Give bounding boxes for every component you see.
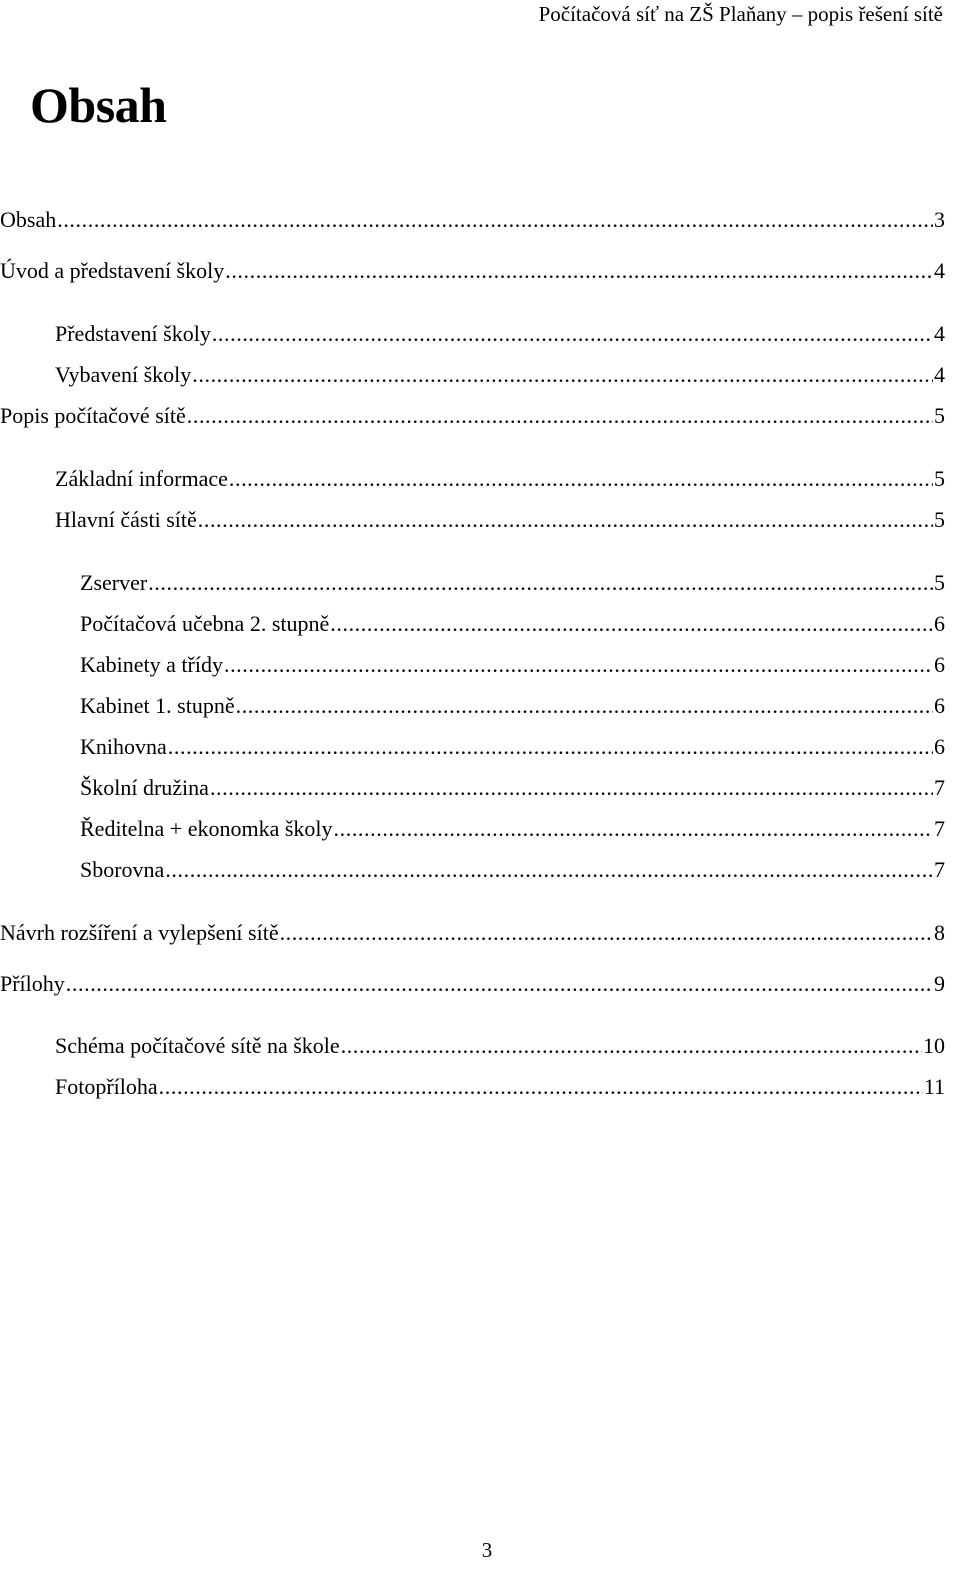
toc-leader-dots	[210, 772, 933, 804]
toc-leader-dots	[57, 204, 933, 236]
toc-entry-hlavni-casti[interactable]	[55, 504, 945, 536]
toc-entry-zserver[interactable]	[80, 567, 945, 599]
toc-entry-title: Ředitelna + ekonomka školy	[80, 816, 333, 841]
toc-entry-title: Kabinety a třídy	[80, 652, 223, 677]
toc-entry-uvod[interactable]	[0, 255, 945, 287]
toc-leader-dots	[280, 917, 933, 949]
toc-entry-title: Obsah	[0, 207, 57, 232]
page-number: 3	[481, 1538, 493, 1562]
toc-entry-title: Školní družina	[80, 775, 209, 800]
toc-entry-title: Popis počítačové sítě	[0, 403, 186, 428]
toc-entry-title: Sborovna	[80, 857, 165, 882]
toc-entry-page: 9	[934, 971, 945, 996]
toc-entry-title: Schéma počítačové sítě na škole	[55, 1033, 340, 1058]
toc-leader-dots	[148, 567, 933, 599]
toc-entry-title: Hlavní části sítě	[55, 507, 197, 532]
toc-entry-page: 4	[934, 321, 945, 346]
toc-leader-dots	[168, 731, 933, 763]
toc-leader-dots	[212, 318, 933, 350]
toc-leader-dots	[198, 504, 933, 536]
toc-entry-page: 4	[934, 258, 945, 283]
toc-entry-popis-site[interactable]	[0, 400, 945, 432]
toc-leader-dots	[330, 608, 933, 640]
toc-entry-page: 8	[934, 920, 945, 945]
toc-entry-kabinet[interactable]	[80, 690, 945, 722]
toc-entry-title: Zserver	[80, 570, 148, 595]
toc-entry-page: 7	[934, 816, 945, 841]
toc-leader-dots	[236, 690, 933, 722]
toc-entry-druzina[interactable]	[80, 772, 945, 804]
toc-entry-page: 3	[934, 207, 945, 232]
running-header: Počítačová síť na ZŠ Plaňany – popis řešení sítě	[538, 2, 943, 26]
toc-entry-title: Vybavení školy	[55, 362, 192, 387]
toc-leader-dots	[225, 255, 933, 287]
toc-entry-fotopriloha[interactable]	[55, 1071, 945, 1103]
toc-leader-dots	[187, 400, 933, 432]
toc-leader-dots	[159, 1071, 923, 1103]
toc-entry-page: 11	[923, 1074, 945, 1099]
toc-entry-vybaveni-skoly[interactable]	[55, 359, 945, 391]
toc-leader-dots	[66, 968, 933, 1000]
toc-entry-predstaveni-skoly[interactable]	[55, 318, 945, 350]
toc-leader-dots	[165, 854, 933, 886]
toc-entry-page: 6	[934, 693, 945, 718]
toc-entry-prilohy[interactable]	[0, 968, 945, 1000]
toc-entry-page: 10	[923, 1033, 945, 1058]
toc-entry-page: 5	[934, 507, 945, 532]
toc-entry-reditelna[interactable]	[80, 813, 945, 845]
toc-entry-knihovna[interactable]	[80, 731, 945, 763]
toc-leader-dots	[192, 359, 933, 391]
toc-entry-title: Knihovna	[80, 734, 167, 759]
toc-entry-obsah[interactable]	[0, 204, 945, 236]
toc-leader-dots	[229, 463, 933, 495]
toc-entry-title: Fotopříloha	[55, 1074, 158, 1099]
toc-entry-page: 6	[934, 652, 945, 677]
toc-entry-page: 5	[934, 466, 945, 491]
toc-entry-title: Základní informace	[55, 466, 228, 491]
toc-entry-title: Počítačová učebna 2. stupně	[80, 611, 330, 636]
toc-entry-page: 5	[934, 403, 945, 428]
toc-leader-dots	[341, 1030, 922, 1062]
toc-leader-dots	[334, 813, 933, 845]
toc-entry-title: Přílohy	[0, 971, 65, 996]
toc-entry-page: 7	[934, 857, 945, 882]
toc-entry-page: 6	[934, 734, 945, 759]
toc-leader-dots	[224, 649, 933, 681]
toc-entry-navrh[interactable]	[0, 917, 945, 949]
toc-entry-zakladni-informace[interactable]	[55, 463, 945, 495]
toc-entry-page: 4	[934, 362, 945, 387]
page-title: Obsah	[30, 77, 167, 133]
toc-entry-title: Kabinet 1. stupně	[80, 693, 235, 718]
toc-entry-schema[interactable]	[55, 1030, 945, 1062]
toc-entry-title: Představení školy	[55, 321, 211, 346]
toc-entry-title: Úvod a představení školy	[0, 258, 225, 283]
toc-entry-page: 6	[934, 611, 945, 636]
toc-entry-title: Návrh rozšíření a vylepšení sítě	[0, 920, 279, 945]
toc-entry-ucebna[interactable]	[80, 608, 945, 640]
toc-entry-page: 7	[934, 775, 945, 800]
toc-entry-sborovna[interactable]	[80, 854, 945, 886]
toc-entry-kabinety-tridy[interactable]	[80, 649, 945, 681]
toc-entry-page: 5	[934, 570, 945, 595]
